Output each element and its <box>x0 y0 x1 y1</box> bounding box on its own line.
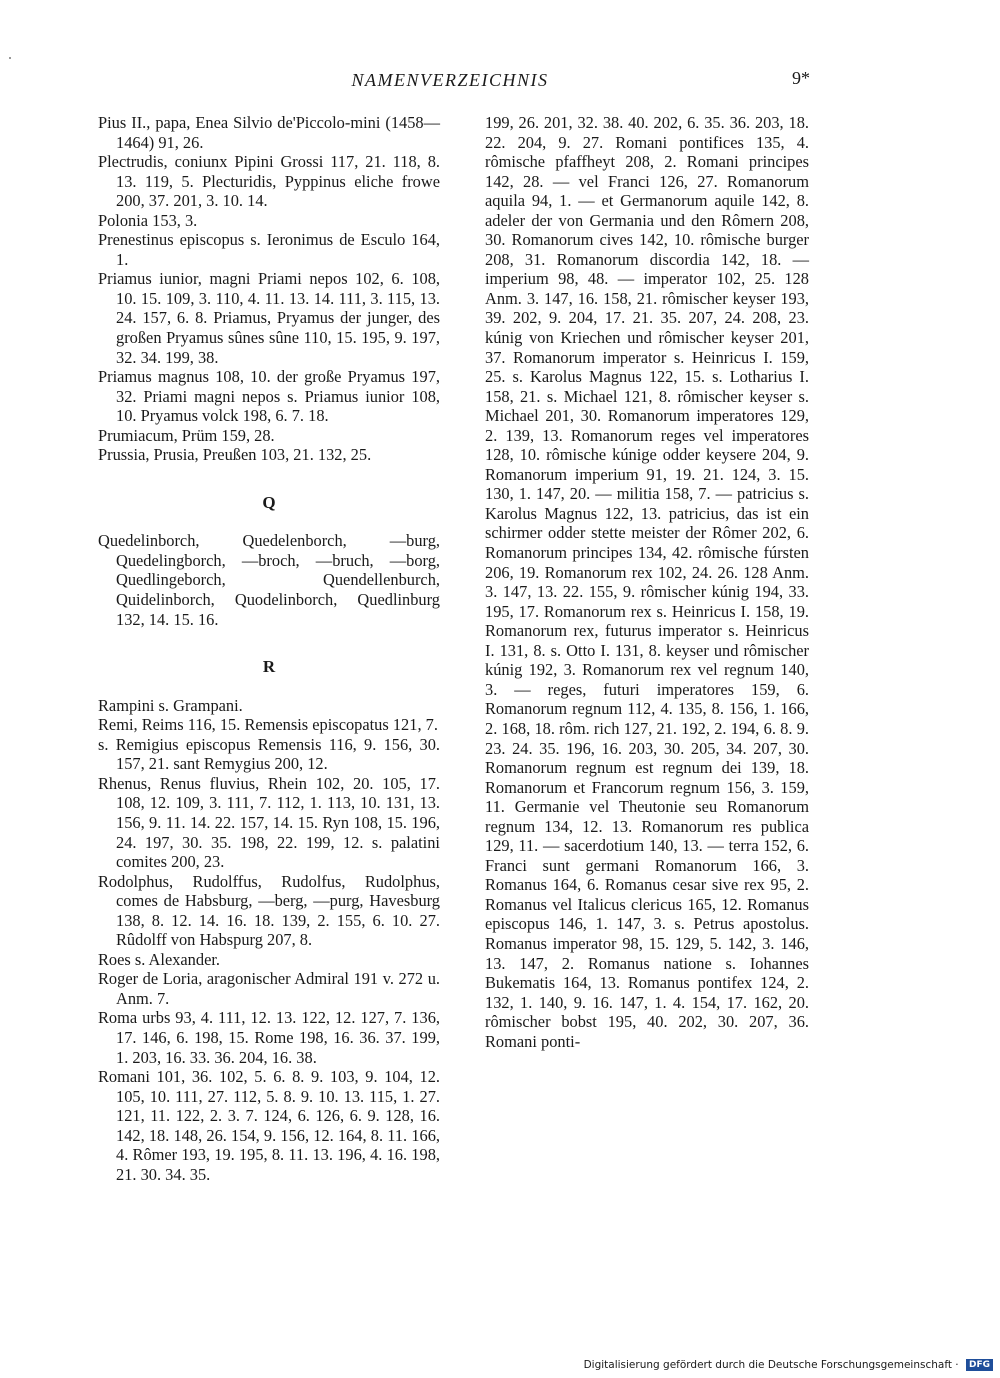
dfg-logo: DFG <box>966 1359 993 1371</box>
index-entry-roma: Roma urbs 93, 4. 111, 12. 13. 122, 12. 127, 7. 136, 17. 146, 6. 198, 15. Rome 198, 16. 36. 37. 199, 1. 203, 16. 33. 36. 204, 16. 38. <box>98 1008 440 1067</box>
index-entry-remi: Remi, Reims 116, 15. Remensis episcopatus 121, 7. <box>98 715 438 735</box>
index-entry-rodolphus: Rodolphus, Rudolffus, Rudolfus, Rudolphus, comes de Habsburg, —berg, —purg, Havesburg 138, 8. 12. 14. 16. 18. 139, 2. 155, 6. 10. 27. Rûdolff von Habspurg 207, 8. <box>98 871 440 950</box>
index-entry-roger-de-loria: Roger de Loria, aragonischer Admiral 191 v. 272 u. Anm. 7. <box>98 969 440 1008</box>
right-column <box>485 113 809 1051</box>
left-column <box>98 113 440 1184</box>
scan-speck <box>9 57 11 59</box>
index-entry-prenestinus: Prenestinus episcopus s. Ieronimus de Esculo 164, 1. <box>98 230 440 269</box>
index-entry-quedelinborch: Quedelinborch, Quedelenborch, —burg, Quedelingborch, —broch, —bruch, —borg, Quedlingeborch, Quendellenburch, Quidelinborch, Quodelinborch, Quedlinburg 132, 14. 15. 16. <box>98 531 440 629</box>
footer-credit-text: Digitalisierung gefördert durch die Deutsche Forschungsgemeinschaft · <box>583 1359 959 1371</box>
index-entry-priamus-magnus: Priamus magnus 108, 10. der große Pryamus 197, 32. Priami magni nepos s. Priamus iunior 108, 10. Pryamus volck 198, 6. 7. 18. <box>98 367 440 426</box>
index-entry-pius: Pius II., papa, Enea Silvio de'Piccolo-mini (1458—1464) 91, 26. <box>98 113 440 152</box>
digitization-footer <box>0 1359 993 1371</box>
index-entry-prumiacum: Prumiacum, Prüm 159, 28. <box>98 425 275 445</box>
index-entry-romani: Romani 101, 36. 102, 5. 6. 8. 9. 103, 9. 104, 12. 105, 10. 111, 27. 112, 5. 8. 9. 10. 13. 115, 1. 27. 121, 11. 122, 2. 3. 7. 124, 6. 126, 6. 9. 128, 16. 142, 18. 148, 26. 154, 9. 156, 12. 164, 8. 11. 166, 4. Rômer 193, 19. 195, 8. 11. 13. 196, 4. 16. 198, 21. 30. 34. 35. <box>98 1067 440 1184</box>
index-entry-remigius: s. Remigius episcopus Remensis 116, 9. 156, 30. 157, 21. sant Remygius 200, 12. <box>98 734 440 774</box>
section-heading-q: Q <box>262 492 276 512</box>
index-entry-roes: Roes s. Alexander. <box>98 949 221 969</box>
index-entry-rhenus: Rhenus, Renus fluvius, Rhein 102, 20. 105, 17. 108, 12. 109, 3. 111, 7. 112, 1. 113, 10. 131, 13. 156, 9. 11. 14. 22. 157, 14. 15. Ryn 108, 15. 196, 24. 197, 30. 35. 198, 22. 199, 12. s. palatini comites 200, 23. <box>98 773 440 872</box>
index-entry-romani-continued: 199, 26. 201, 32. 38. 40. 202, 6. 35. 36. 203, 18. 22. 204, 9. 27. Romani pontifices 135, 4. rômische pfaffheyt 208, 2. Romani principes 142, 28. — vel Franci 126, 27. Romanorum aquila 94, 1. — et Germanorum aquile 142, 8. adeler der von Germania und den Rômern 208, 30. Romanorum cives 142, 10. rômische burger 208, 31. Romanorum discordia 142, 18. — imperium 98, 48. — imperator 102, 25. 128 Anm. 3. 147, 16. 158, 21. rômischer keyser 193, 39. 202, 9. 204, 17. 21. 35. 207, 24. 208, 23. kúnig von Kriechen und rômischer keyser 201, 37. Romanorum imperator s. Heinricus I. 159, 25. s. Karolus Magnus 122, 15. s. Lotharius I. 158, 21. s. Michael 121, 8. rômischer keyser s. Michael 201, 30. Romanorum imperatores 129, 2. 139, 13. Romanorum reges vel imperatores 128, 10. rômische kúnige odder keysere 204, 9. Romanorum imperium 91, 19. 21. 124, 3. 15. 130, 1. 147, 20. — militia 158, 7. — patricius s. Karolus Magnus 122, 13. patricius, das ist ein schirmer odder stette meister der Rômer 202, 6. Romanorum principes 134, 42. rômische fúrsten 206, 19. Romanorum rex 102, 24. 26. 128 Anm. 3. 147, 13. 22. 155, 9. rômischer kúnig 194, 33. 195, 17. Romanorum rex s. Heinricus I. 158, 19. Romanorum rex, futurus imperator s. Heinricus I. 131, 8. s. Otto I. 131, 8. keyser und rômischer kúnig 192, 3. Romanorum rex vel regnum 140, 3. — reges, futuri imperatores 159, 6. Romanorum regnum 112, 4. 135, 8. 156, 1. 166, 2. 168, 18. rôm. rich 127, 21. 192, 2. 194, 6. 8. 9. 23. 24. 35. 196, 16. 203, 30. 205, 34. 207, 30. Romanorum regnum est regnum dei 139, 18. Romanorum et Francorum regnum 156, 3. 159, 11. Germanie vel Theutonie seu Romanorum regnum 134, 12. 13. Romanorum res publica 129, 11. — sacerdotium 140, 13. — terra 152, 6. Franci sunt germani Romanorum 166, 3. Romanus 164, 6. Romanus cesar sive rex 95, 2. Romanus vel Italicus clericus 165, 12. Romanus episcopus 146, 1. 147, 3. s. Petrus apostolus. Romanus imperator 98, 15. 129, 5. 142, 3. 146, 13. 147, 2. Romanus natione s. Iohannes Bukematis 164, 13. Romanus pontifex 124, 2. 132, 1. 140, 9. 16. 147, 1. 4. 154, 17. 162, 20. rômischer bobst 195, 40. 202, 30. 207, 36. Romani ponti- <box>485 113 809 1051</box>
index-entry-rampini: Rampini s. Grampani. <box>98 695 243 715</box>
running-header-title: NAMENVERZEICHNIS <box>351 70 549 90</box>
section-heading-r: R <box>262 657 276 677</box>
index-entry-priamus-iunior: Priamus iunior, magni Priami nepos 102, 6. 108, 10. 15. 109, 3. 110, 4. 11. 13. 14. 111, 3. 115, 13. 24. 157, 6. 8. Priamus, Pryamus der junger, des großen Pryamus sûnes sûne 110, 15. 195, 9. 197, 32. 34. 199, 38. <box>98 269 440 367</box>
index-entry-polonia: Polonia 153, 3. <box>98 210 198 230</box>
index-entry-prussia: Prussia, Prusia, Preußen 103, 21. 132, 25. <box>98 445 372 465</box>
page-number: 9* <box>792 68 810 88</box>
index-entry-plectrudis: Plectrudis, coniunx Pipini Grossi 117, 21. 118, 8. 13. 119, 5. Plecturidis, Pyppinus eliche frowe 200, 37. 201, 3. 10. 14. <box>98 152 440 211</box>
